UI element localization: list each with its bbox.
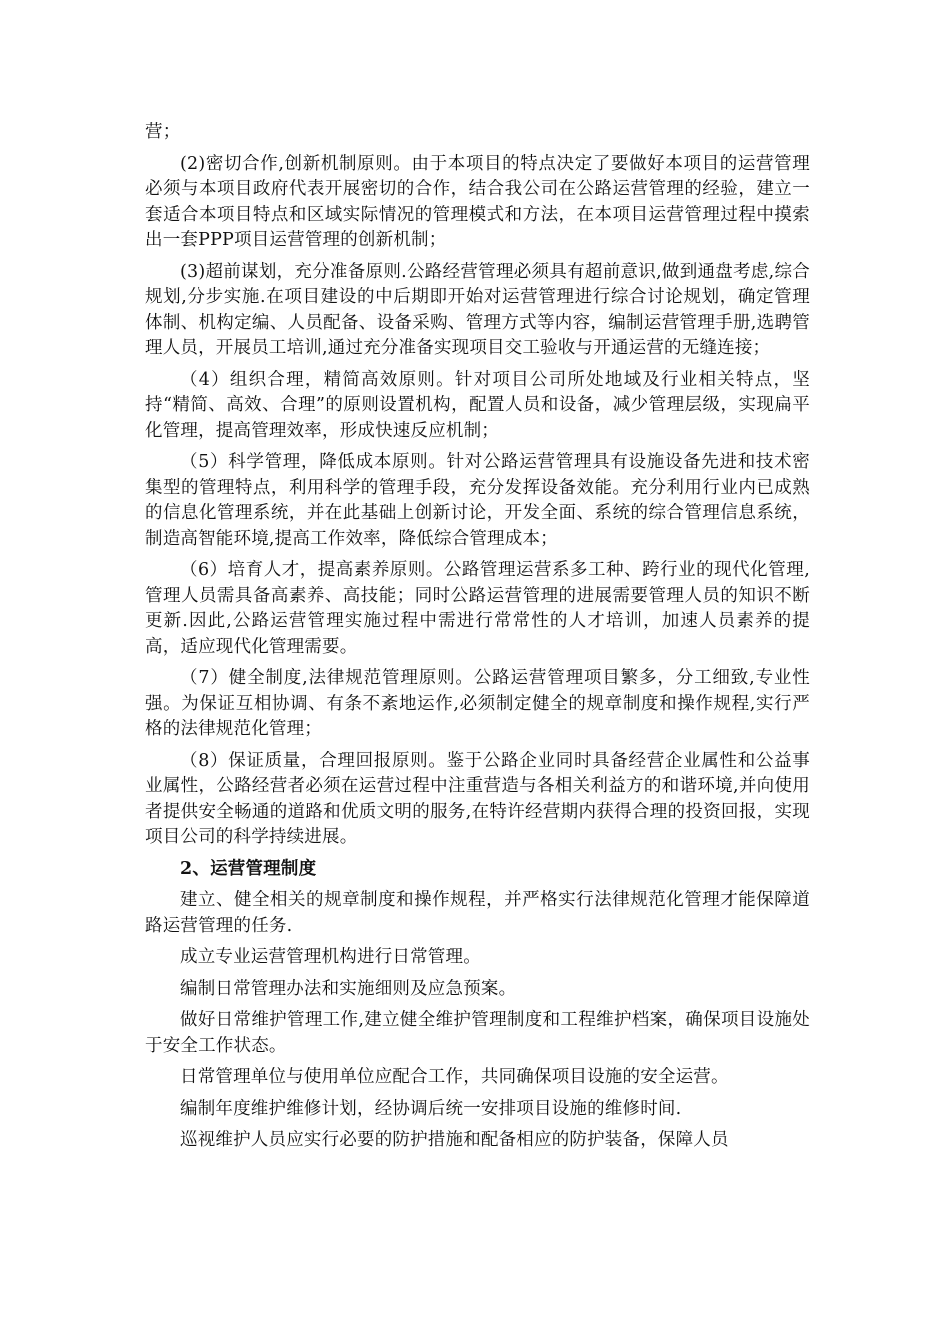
paragraph-rules-6: 编制年度维护维修计划，经协调后统一安排项目设施的维修时间. xyxy=(180,1098,682,1119)
paragraph-rules-2: 成立专业运营管理机构进行日常管理。 xyxy=(180,947,481,967)
section-heading: 2、运营管理制度 xyxy=(180,858,317,879)
paragraph-rules-3: 编制日常管理办法和实施细则及应急预案。 xyxy=(180,978,517,999)
paragraph-principle-2: (2)密切合作,创新机制原则。由于本项目的特点决定了要做好本项目的运营管理必须与本项目政府代表开展密切的合作，结合我公司在公路运营管理的经验，建立一套适合本项目特点和区域实际情况的管理模式和方法，在本项目运营管理过程中摸索出一套PPP项目运营管理的创新机制； xyxy=(145,153,810,250)
paragraph-principle-4: （4）组织合理，精简高效原则。针对项目公司所处地域及行业相关特点，坚持“精简、高效、合理”的原则设置机构，配置人员和设备，减少管理层级，实现扁平化管理，提高管理效率，形成快速反应机制； xyxy=(145,369,810,441)
paragraph-principle-3: (3)超前谋划，充分准备原则.公路经营管理必须具有超前意识,做到通盘考虑,综合规划,分步实施.在项目建设的中后期即开始对运营管理进行综合讨论规划，确定管理体制、机构定编、人员配备、设备采购、管理方式等内容，编制运营管理手册,选聘管理人员，开展员工培训,通过充分准备实现项目交工验收与开通运营的无缝连接； xyxy=(145,261,810,358)
paragraph-continuation: 营； xyxy=(145,122,181,142)
paragraph-rules-5: 日常管理单位与使用单位应配合工作，共同确保项目设施的安全运营。 xyxy=(180,1067,729,1087)
paragraph-principle-7: （7）健全制度,法律规范管理原则。公路运营管理项目繁多，分工细致,专业性强。为保证互相协调、有条不紊地运作,必须制定健全的规章制度和操作规程,实行严格的法律规范化管理； xyxy=(145,668,810,739)
paragraph-rules-7: 巡视维护人员应实行必要的防护措施和配备相应的防护装备，保障人员 xyxy=(180,1130,729,1150)
paragraph-principle-5: （5）科学管理，降低成本原则。针对公路运营管理具有设施设备先进和技术密集型的管理特点，利用科学的管理手段，充分发挥设备效能。充分利用行业内已成熟的信息化管理系统，并在此基础上创新讨论，开发全面、系统的综合管理信息系统，制造高智能环境,提高工作效率，降低综合管理成本； xyxy=(145,452,810,549)
paragraph-principle-6: （6）培育人才，提高素养原则。公路管理运营系多工种、跨行业的现代化管理,管理人员需具备高素养、高技能；同时公路运营管理的进展需要管理人员的知识不断更新.因此,公路运营管理实施过程中需进行常常性的人才培训，加速人员素养的提高，适应现代化管理需要。 xyxy=(145,560,810,657)
paragraph-rules-1: 建立、健全相关的规章制度和操作规程，并严格实行法律规范化管理才能保障道路运营管理的任务. xyxy=(145,890,810,936)
paragraph-principle-8: （8）保证质量，合理回报原则。鉴于公路企业同时具备经营企业属性和公益事业属性，公路经营者必须在运营过程中注重营造与各相关利益方的和谐环境,并向使用者提供安全畅通的道路和优质文明的服务,在特许经营期内获得合理的投资回报，实现项目公司的科学持续进展。 xyxy=(145,750,810,847)
document-page xyxy=(145,120,810,1160)
paragraph-rules-4: 做好日常维护管理工作,建立健全维护管理制度和工程维护档案，确保项目设施处于安全工作状态。 xyxy=(145,1010,810,1056)
